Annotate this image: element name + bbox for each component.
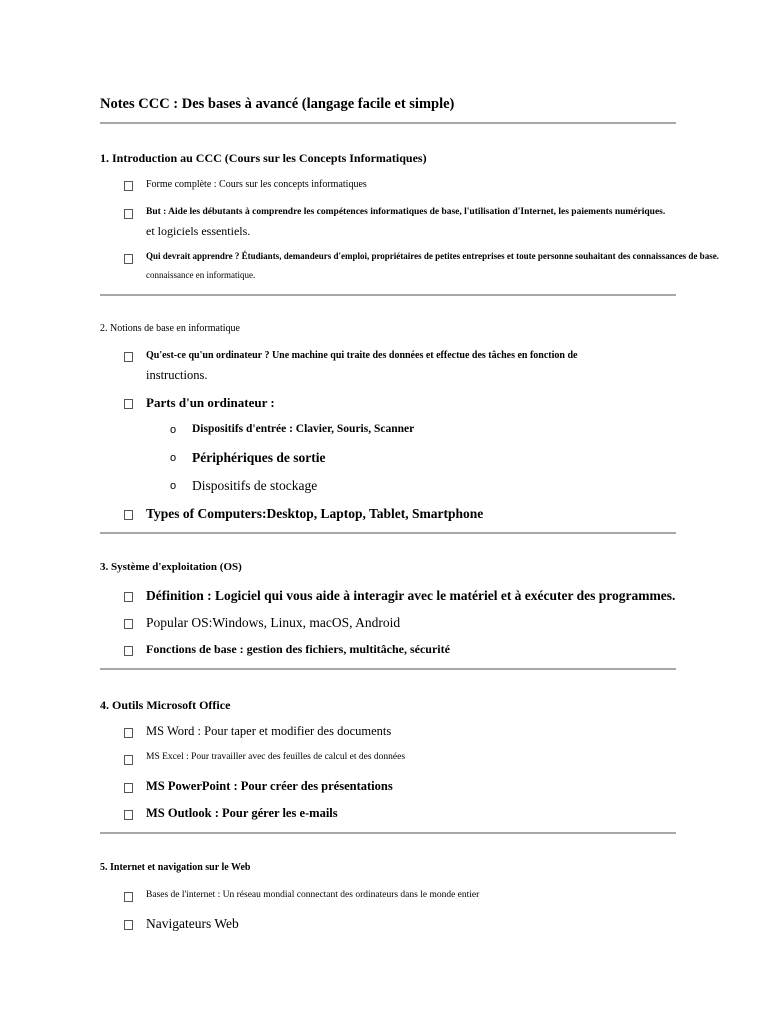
list-item: Popular OS:Windows, Linux, macOS, Android <box>146 615 401 630</box>
section-heading-4: 4. Outils Microsoft Office <box>100 698 231 712</box>
bullet-icon <box>124 755 133 765</box>
list-item: MS Outlook : Pour gérer les e-mails <box>146 806 338 820</box>
divider <box>100 668 676 670</box>
section-heading-1: 1. Introduction au CCC (Cours sur les Concepts Informatiques) <box>100 151 427 165</box>
page-title: Notes CCC : Des bases à avancé (langage facile et simple) <box>100 96 455 112</box>
list-item: MS PowerPoint : Pour créer des présentations <box>146 779 393 793</box>
bullet-icon <box>124 646 133 656</box>
sub-list-item: Périphériques de sortie <box>192 450 326 465</box>
sub-bullet-icon: o <box>170 452 177 464</box>
list-item: Fonctions de base : gestion des fichiers, multitâche, sécurité <box>146 642 450 656</box>
divider <box>100 294 676 296</box>
bullet-icon <box>124 254 133 264</box>
sub-list-item: Dispositifs de stockage <box>192 478 318 493</box>
bullet-icon <box>124 810 133 820</box>
divider <box>100 532 676 534</box>
bullet-icon <box>124 592 133 602</box>
bullet-icon <box>124 920 133 930</box>
list-item: Forme complète : Cours sur les concepts informatiques <box>146 179 367 190</box>
list-item: Parts d'un ordinateur : <box>146 395 275 410</box>
list-item: MS Word : Pour taper et modifier des documents <box>146 724 392 738</box>
section-heading-3: 3. Système d'exploitation (OS) <box>100 561 242 573</box>
sub-list-item: Dispositifs d'entrée : Clavier, Souris, Scanner <box>192 423 415 435</box>
list-item: Types of Computers:Desktop, Laptop, Tablet, Smartphone <box>146 506 484 521</box>
list-item: Qu'est-ce qu'un ordinateur ? Une machine qui traite des données et effectue des tâches en fonction de <box>146 350 578 361</box>
bullet-icon <box>124 892 133 902</box>
list-item: But : Aide les débutants à comprendre les compétences informatiques de base, l'utilisation d'Internet, les paiements numériques. <box>146 207 666 217</box>
list-item: Navigateurs Web <box>146 916 239 931</box>
bullet-icon <box>124 352 133 362</box>
section-heading-2: 2. Notions de base en informatique <box>100 323 240 334</box>
bullet-icon <box>124 181 133 191</box>
sub-bullet-icon: o <box>170 480 177 492</box>
bullet-icon <box>124 510 133 520</box>
list-item-continuation: instructions. <box>146 368 208 382</box>
sub-bullet-icon: o <box>170 424 177 436</box>
list-item: Qui devrait apprendre ? Étudiants, demandeurs d'emploi, propriétaires de petites entreprises et toute personne souhaitant des connaissances de base. <box>146 251 719 261</box>
bullet-icon <box>124 783 133 793</box>
section-heading-5: 5. Internet et navigation sur le Web <box>100 862 251 873</box>
bullet-icon <box>124 728 133 738</box>
list-item: Définition : Logiciel qui vous aide à interagir avec le matériel et à exécuter des programmes. <box>146 588 676 603</box>
bullet-icon <box>124 209 133 219</box>
bullet-icon <box>124 619 133 629</box>
divider <box>100 832 676 834</box>
list-item: MS Excel : Pour travailler avec des feuilles de calcul et des données <box>146 752 406 762</box>
bullet-icon <box>124 399 133 409</box>
list-item-continuation: connaissance en informatique. <box>146 270 256 280</box>
list-item: Bases de l'internet : Un réseau mondial connectant des ordinateurs dans le monde entier <box>146 890 480 900</box>
divider <box>100 122 676 124</box>
list-item-continuation: et logiciels essentiels. <box>146 224 251 238</box>
